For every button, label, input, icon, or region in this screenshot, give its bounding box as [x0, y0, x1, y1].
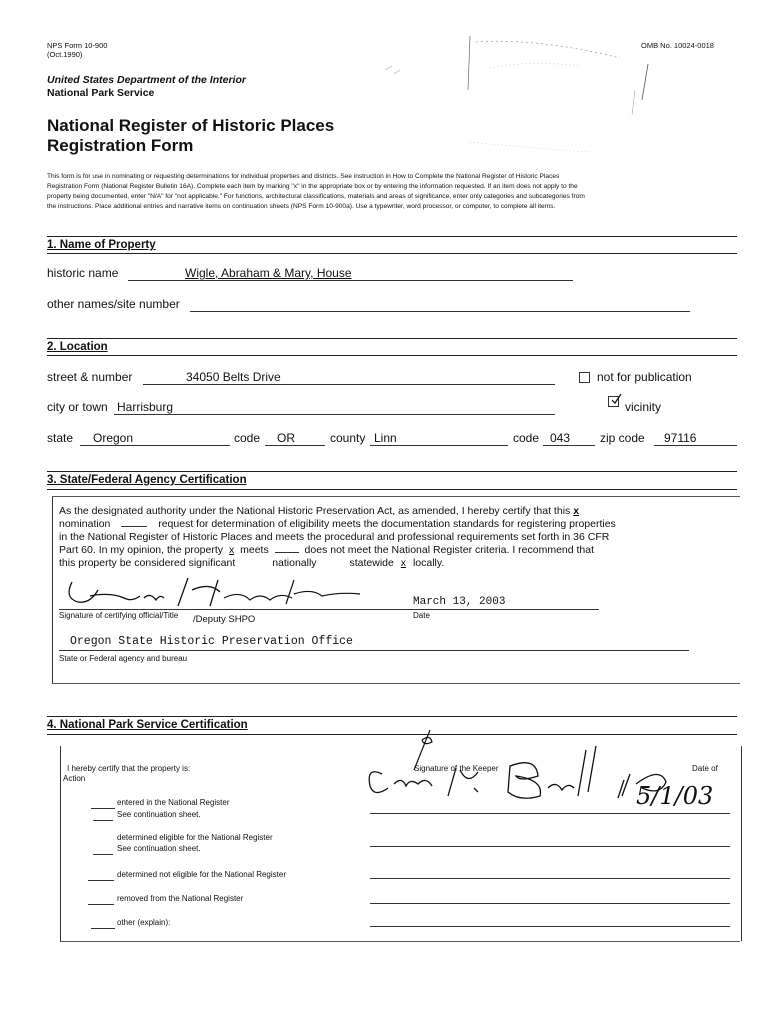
- county-field[interactable]: Linn: [374, 431, 397, 445]
- section3-title-rule: [47, 489, 737, 490]
- other-names-label: other names/site number: [47, 297, 180, 311]
- instructions-line4: the instructions. Place additional entries and narrative items on continuation sheets (NPS Form 10-900a). Use a typewriter, word processor, or computer, to complete all items.: [47, 203, 556, 210]
- state-label: state: [47, 431, 74, 445]
- form-title-line2: Registration Form: [47, 136, 194, 155]
- keeper-line-2: [370, 846, 730, 847]
- cert-line2-text: request for determination of eligibility meets the documentation standards for registering properties: [158, 518, 616, 530]
- other-blank[interactable]: [91, 928, 115, 929]
- certify-line1: I hereby certify that the property is:: [67, 764, 191, 773]
- cert-line5a-text: this property be considered significant: [59, 557, 236, 569]
- not-for-publication-checkbox[interactable]: [579, 372, 590, 383]
- date-of-label: Date of: [692, 764, 718, 773]
- cert-line4a-text: Part 60. In my opinion, the property: [59, 544, 224, 556]
- department-name: United States Department of the Interior: [47, 74, 246, 86]
- historic-name-field[interactable]: Wigle, Abraham & Mary, House: [185, 266, 352, 280]
- nomination-label: nomination: [59, 518, 111, 530]
- removed-blank[interactable]: [88, 904, 114, 905]
- agency-name: National Park Service: [47, 87, 155, 99]
- city-field[interactable]: Harrisburg: [117, 400, 174, 414]
- section4-title: 4. National Park Service Certification: [47, 719, 248, 731]
- meets-mark[interactable]: x: [228, 544, 235, 556]
- statewide-label: statewide: [349, 557, 394, 569]
- county-code-underline: [543, 445, 595, 446]
- state-code-label: code: [234, 431, 261, 445]
- section4-top-rule: [47, 716, 737, 717]
- cert-line5: [59, 557, 444, 570]
- nationally-label: nationally: [272, 557, 317, 569]
- entered-continuation-blank[interactable]: [93, 820, 113, 821]
- entered-label: entered in the National Register: [117, 798, 230, 807]
- street-underline: [143, 384, 555, 385]
- keeper-signature: [360, 726, 680, 816]
- section1-title-rule: [47, 253, 737, 254]
- cert-line2: [59, 518, 616, 531]
- state-field[interactable]: Oregon: [93, 431, 134, 445]
- section2-title-rule: [47, 355, 737, 356]
- cert-line1: [59, 505, 579, 518]
- county-code-label: code: [513, 431, 540, 445]
- eligible-continuation: See continuation sheet.: [117, 844, 201, 853]
- signature-line: [59, 609, 599, 610]
- official-signature: [60, 572, 360, 612]
- state-code-field[interactable]: OR: [277, 431, 295, 445]
- entered-blank[interactable]: [91, 808, 115, 809]
- zip-underline: [654, 445, 737, 446]
- not-eligible-label: determined not eligible for the National Register: [117, 870, 286, 879]
- keeper-line-3: [370, 878, 730, 879]
- eligible-label: determined eligible for the National Register: [117, 833, 273, 842]
- historic-name-label: historic name: [47, 266, 119, 280]
- meets-label: meets: [240, 544, 269, 556]
- section2-top-rule: [47, 338, 737, 339]
- section2-title: 2. Location: [47, 341, 108, 353]
- county-code-field[interactable]: 043: [550, 431, 571, 445]
- eligible-continuation-blank[interactable]: [93, 854, 113, 855]
- county-underline: [370, 445, 508, 446]
- historic-name-underline: [128, 280, 573, 281]
- street-field[interactable]: 34050 Belts Drive: [186, 370, 281, 384]
- certify-line2: Action: [63, 774, 86, 783]
- other-label: other (explain):: [117, 918, 171, 927]
- instructions-line1: This form is for use in nominating or requesting determinations for individual properties and districts. See instruction in How to Complete the National Register of Historic Places: [47, 173, 560, 180]
- section3-box-top: [52, 496, 740, 497]
- entered-continuation: See continuation sheet.: [117, 810, 201, 819]
- form-number: NPS Form 10-900: [47, 41, 108, 50]
- request-blank[interactable]: [121, 526, 147, 527]
- section3-box-bottom: [52, 683, 740, 684]
- not-for-publication-label: not for publication: [597, 370, 692, 384]
- omb-number: OMB No. 10024-0018: [641, 41, 714, 50]
- signature-label: Signature of certifying official/Title: [59, 611, 179, 620]
- city-label: city or town: [47, 400, 108, 414]
- form-title-line1: National Register of Historic Places: [47, 116, 335, 135]
- city-underline: [114, 414, 555, 415]
- keeper-label: Signature of the Keeper: [414, 764, 499, 773]
- cert-line4c-text: does not meet the National Register criteria. I recommend that: [304, 544, 595, 556]
- cert-line1-text: As the designated authority under the National Historic Preservation Act, as amended, I hereby certify that this: [59, 505, 571, 517]
- keeper-line-1: [370, 813, 730, 814]
- section1-title: 1. Name of Property: [47, 239, 156, 251]
- section3-top-rule: [47, 471, 737, 472]
- form-date: (Oct.1990): [47, 50, 83, 59]
- state-code-underline: [265, 445, 325, 446]
- agency-line: [59, 650, 689, 651]
- street-label: street & number: [47, 370, 133, 384]
- zip-label: zip code: [600, 431, 645, 445]
- locally-mark[interactable]: x: [400, 557, 407, 569]
- cert-line3: in the National Register of Historic Places and meets the procedural and professional requirements set forth in 36 CFR: [59, 531, 610, 543]
- section4-box-bottom: [60, 941, 740, 942]
- keeper-date-value[interactable]: 5/1/03: [636, 782, 714, 810]
- signature-date-value[interactable]: March 13, 2003: [413, 596, 506, 608]
- zip-field[interactable]: 97116: [664, 431, 697, 445]
- instructions-line2: Registration Form (National Register Bulletin 16A). Complete each item by marking "x" in the appropriate box or by entering the information requested. If an item does not apply to the: [47, 183, 578, 190]
- section3-title: 3. State/Federal Agency Certification: [47, 474, 247, 486]
- nomination-mark[interactable]: x: [573, 505, 580, 517]
- keeper-line-5: [370, 926, 730, 927]
- date-label: Date: [413, 611, 430, 620]
- section1-top-rule: [47, 236, 737, 237]
- agency-field[interactable]: Oregon State Historic Preservation Office: [70, 635, 353, 648]
- stamp-marks: [380, 30, 680, 170]
- check-mark-icon: [610, 393, 622, 405]
- locally-label: locally.: [412, 557, 445, 569]
- official-title: /Deputy SHPO: [193, 614, 256, 625]
- keeper-line-4: [370, 903, 730, 904]
- agency-label: State or Federal agency and bureau: [59, 654, 188, 663]
- cert-line4: [59, 544, 594, 557]
- vicinity-label: vicinity: [625, 400, 662, 414]
- does-not-meet-blank[interactable]: [275, 552, 299, 553]
- other-names-field[interactable]: [190, 311, 690, 312]
- not-eligible-blank[interactable]: [88, 880, 114, 881]
- state-underline: [80, 445, 230, 446]
- removed-label: removed from the National Register: [117, 894, 244, 903]
- instructions-line3: property being documented, enter "N/A" for "not applicable." For functions, architectural classifications, materials and areas of significance, enter only categories and subcategories from: [47, 193, 585, 200]
- county-label: county: [330, 431, 366, 445]
